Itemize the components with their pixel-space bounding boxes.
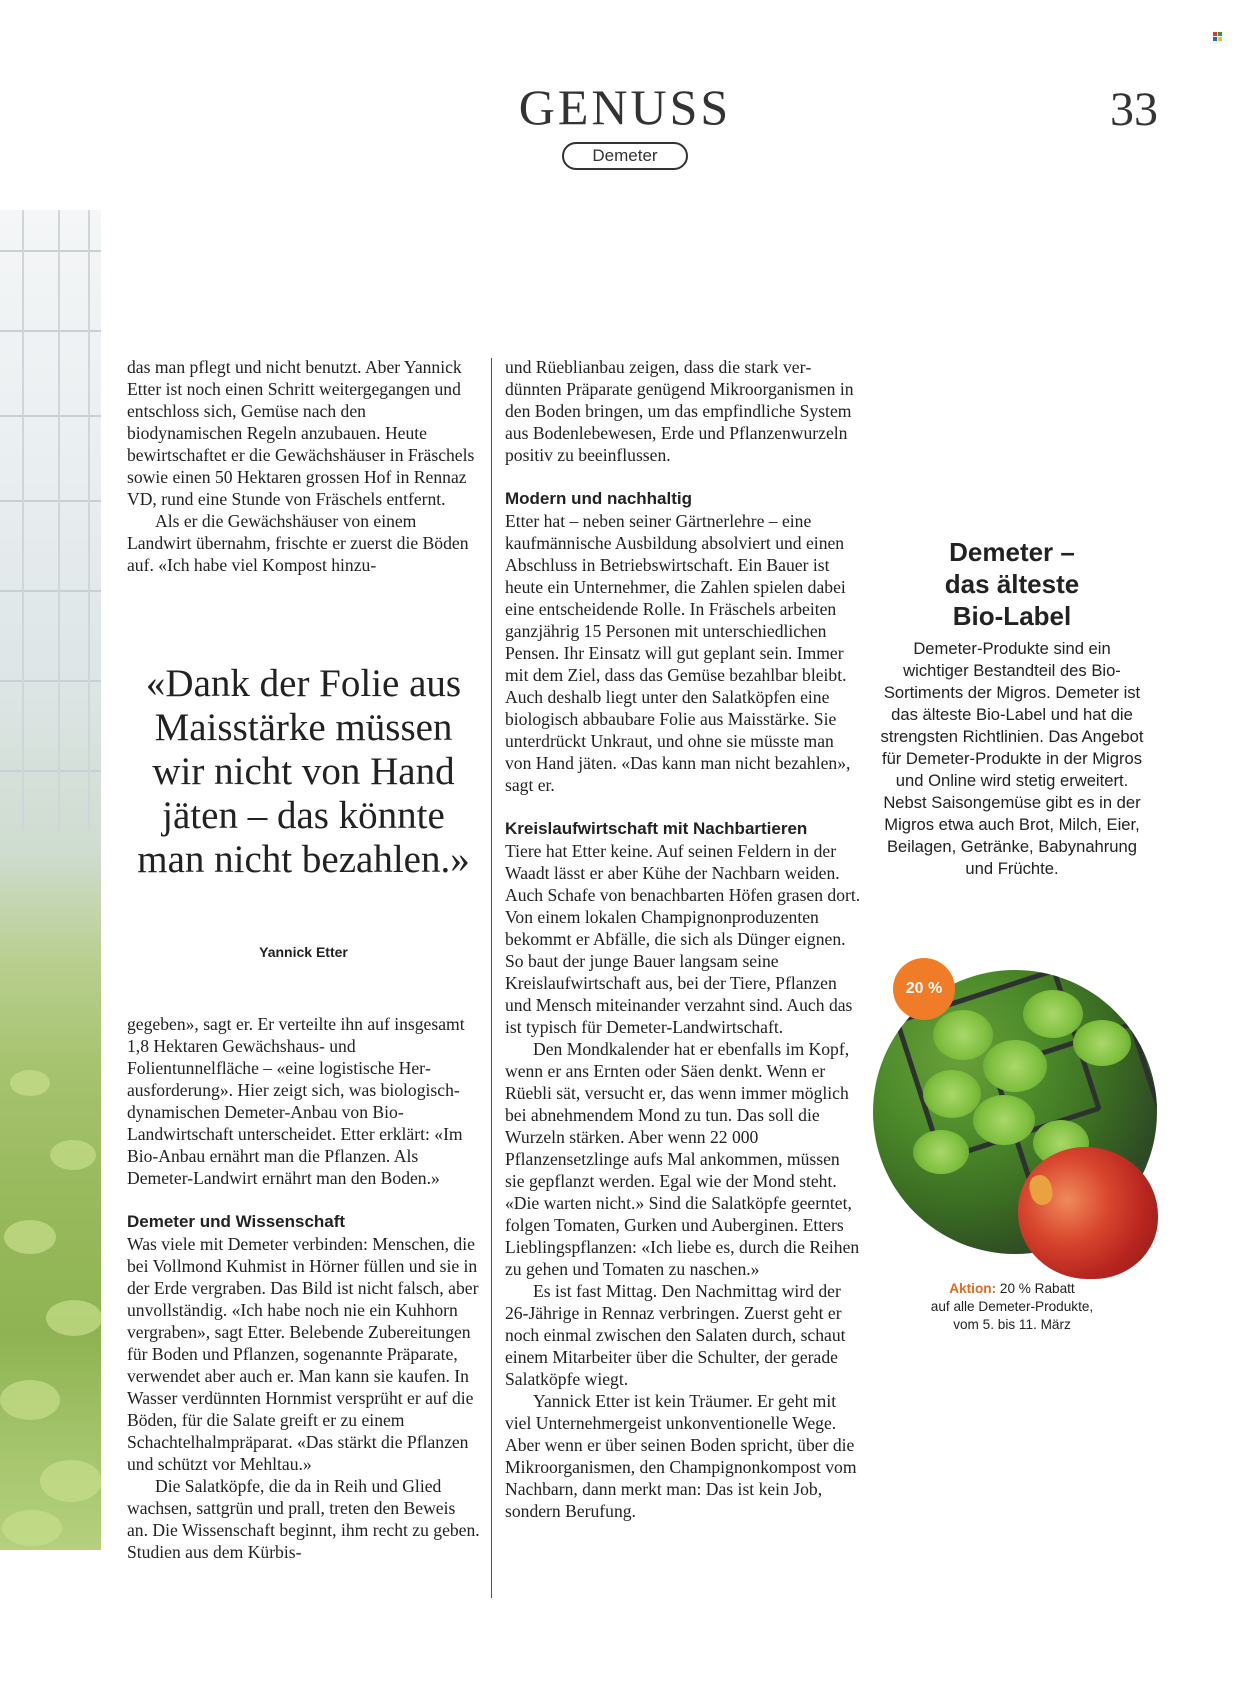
apple-image	[1018, 1147, 1158, 1279]
paragraph: Tiere hat Etter keine. Auf seinen Feldern in der Waadt lässt er aber Kühe der Nachbarn weiden. Auch Schafe von benachbarten Höfen grasen dort. Von einem lokalen Champignonproduzenten bekommt er Abfälle, die sich als Dünger eignen. So baut der junge Bauer langsam seine Kreislaufwirtschaft aus, bei der Tiere, Pflanzen und Mensch miteinander verzahnt sind. Auch das ist typisch für Demeter-Landwirtschaft.	[505, 841, 861, 1037]
paragraph: Als er die Gewächshäuser von einem Landwirt übernahm, frischte er zuerst die Böden auf. «Ich habe viel Kompost hinzu-	[127, 511, 469, 575]
pull-quote: «Dank der Folie aus Maisstärke müssen wir nicht von Hand jäten – das könnte man nicht bezahlen.»	[137, 662, 470, 881]
promo-caption	[880, 1280, 1144, 1334]
sidebar-text: Demeter-Produkte sind ein wichtiger Bestandteil des Bio-Sortiments der Migros. Demeter ist das älteste Bio-Label und hat die strengsten Richtlinien. Das Angebot für Demeter-Produkte in der Migros und Online wird stetig erweitert. Nebst Saisongemüse gibt es in der Migros etwa auch Brot, Milch, Eier, Beilagen, Getränke, Babynahrung und Früchte.	[880, 639, 1144, 878]
paragraph: Etter hat – neben seiner Gärtnerlehre – eine kaufmännische Ausbildung absolviert und einen Abschluss in Betriebswirtschaft. Ein Bauer ist heute ein Unternehmer, die Zahlen spielen dabei eine entscheidende Rolle. In Fräschels arbeiten ganzjährig 15 Personen mit unterschiedlichen Pensen. Ihr Einsatz will gut geplant sein. Immer mit dem Ziel, dass das Gemüse bezahlbar bleibt. Auch deshalb liegt unter den Salatköpfen eine biologisch abbaubare Folie aus Maisstärke. Sie unterdrückt Unkraut, und ohne sie müsste man von Hand jäten. «Das kann man nicht bezahlen», sagt er.	[505, 511, 851, 795]
caption-line: vom 5. bis 11. März	[953, 1317, 1071, 1332]
article-column-1-top	[127, 356, 480, 576]
sidebar-title-line: Demeter –	[949, 537, 1075, 567]
paragraph: das man pflegt und nicht benutzt. Aber Yannick Etter ist noch einen Schritt weitergegangen und entschloss sich, Gemüse nach den biodynamischen Regeln anzubauen. Heute bewirtschaftet er die Gewächshäuser in Fräschels sowie einen 50 Hektaren grossen Hof in Rennaz VD, rund eine Stunde von Fräschels entfernt.	[127, 357, 475, 509]
caption-text: 20 % Rabatt	[996, 1281, 1075, 1296]
caption-line: auf alle Demeter-Produkte,	[930, 1299, 1094, 1314]
article-column-2	[505, 356, 861, 1522]
article-column-1-bottom	[127, 1013, 480, 1563]
greenhouse-photo	[0, 210, 101, 1550]
sidebar-title-line: das älteste	[944, 569, 1080, 599]
paragraph: Den Mondkalender hat er ebenfalls im Kopf, wenn er ans Ernten oder Säen denkt. Wenn er Rüebli sät, versucht er, das wenn immer möglich bei abnehmendem Mond zu tun. Das soll die Wurzeln stärken. Aber wenn 22 000 Pflanzensetzlinge aufs Mal ankommen, müssen sie gepflanzt werden. Egal wie der Mond steht. «Die warten nicht.» Sind die Salatköpfe geerntet, folgen Tomaten, Gurken und Auberginen. Etters Lieblingspflanzen: «Ich liebe es, durch die Reihen zu gehen und Tomaten zu naschen.»	[505, 1039, 860, 1279]
caption-label: Aktion:	[949, 1281, 997, 1296]
paragraph: Es ist fast Mittag. Den Nachmittag wird der 26-Jährige in Rennaz verbringen. Zuerst geht er noch einmal zwischen den Salaten durch, schaut einem Mitarbeiter über die Schulter, der gerade Salatköpfe wiegt.	[505, 1281, 846, 1389]
section-tag: Demeter	[562, 142, 687, 170]
paragraph: Yannick Etter ist kein Träumer. Er geht mit viel Unternehmergeist unkonventionelle Wege. Aber wenn er über seinen Boden spricht, über die Mikroorganismen, den Champignonkompost vom Nachbarn, dann merkt man: Das ist kein Job, sondern Berufung.	[505, 1391, 857, 1521]
paragraph: gegeben», sagt er. Er verteilte ihn auf insgesamt 1,8 Hektaren Gewächshaus- und Folientunnelfläche – «eine logistische Herausforderung». Hier zeigt sich, was biologisch-dynamischen Demeter-Anbau von Bio-Landwirtschaft unterscheidet. Etter erklärt: «Im Bio-Anbau ernährt man die Pflanzen. Als Demeter-Landwirt ernährt man den Boden.»	[127, 1014, 465, 1188]
discount-badge: 20 %	[893, 958, 955, 1020]
section-header	[0, 80, 1250, 170]
section-title: GENUSS	[518, 79, 732, 135]
sidebar-title	[880, 536, 1144, 632]
paragraph: Die Salatköpfe, die da in Reih und Glied wachsen, sattgrün und prall, treten den Beweis an. Die Wissenschaft beginnt, ihm recht zu geben. Studien aus dem Kürbis-	[127, 1476, 480, 1562]
subheading: Kreislaufwirtschaft mit Nachbartieren	[505, 819, 808, 838]
spacer	[505, 796, 861, 818]
subheading: Modern und nachhaltig	[505, 489, 692, 508]
spacer	[127, 1189, 480, 1211]
caption-line	[880, 1280, 1144, 1298]
column-divider	[491, 358, 492, 1598]
quote-author: Yannick Etter	[259, 944, 348, 960]
paragraph: und Rüeblianbau zeigen, dass die stark verdünnten Präparate genügend Mikroorganismen in den Boden bringen, um das empfindliche System aus Bodenlebewesen, Erde und Pflanzenwurzeln positiv zu beeinflussen.	[505, 357, 854, 465]
color-registration-mark	[1213, 32, 1222, 41]
spacer	[505, 466, 861, 488]
sidebar-title-line: Bio-Label	[952, 601, 1072, 631]
subheading: Demeter und Wissenschaft	[127, 1212, 346, 1231]
page-number: 33	[1110, 83, 1158, 136]
paragraph: Was viele mit Demeter verbinden: Menschen, die bei Vollmond Kuhmist in Hörner füllen und sie in der Erde vergraben. Das Bild ist nicht falsch, aber unvollständig. «Ich habe noch nie ein Kuhhorn vergraben», sagt Etter. Belebende Zubereitungen für Boden und Pflanzen, sogenannte Präparate, verwendet aber auch er. Man kann sie kaufen. In Wasser verdünnten Hornmist versprüht er auf die Böden, für die Salate greift er zu einem Schachtelhalmpräparat. «Das stärkt die Pflanzen und schützt vor Mehltau.»	[127, 1234, 479, 1474]
